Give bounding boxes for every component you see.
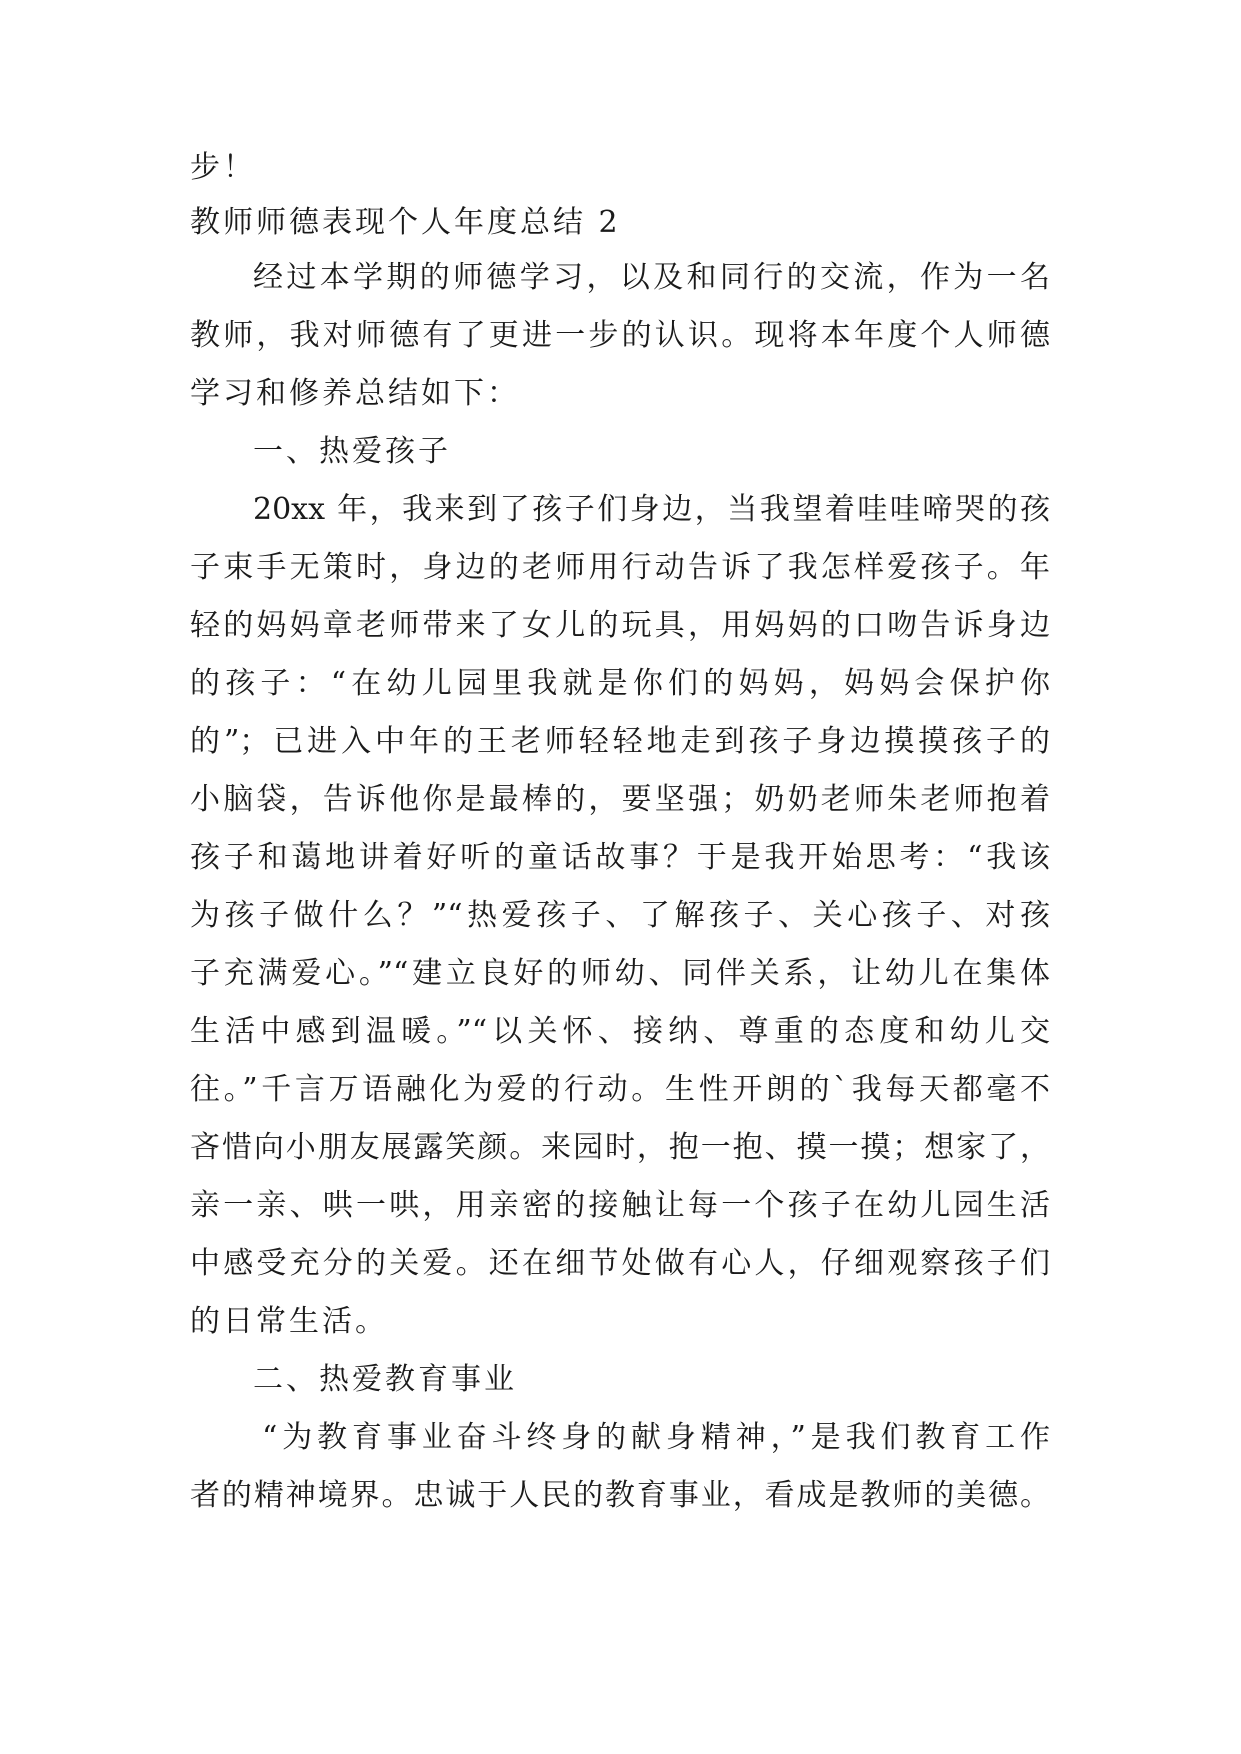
text-line: 往。”千言万语融化为爱的行动。生性开朗的`我每天都毫不 — [190, 1072, 1050, 1107]
text-line: 吝惜向小朋友展露笑颜。来园时，抱一抱、摸一摸；想家了， — [190, 1130, 1050, 1165]
section-title: 教师师德表现个人年度总结 2 — [190, 205, 621, 240]
text-line: 学习和修养总结如下： — [190, 376, 520, 411]
text-line: 步！ — [190, 150, 256, 185]
text-line: 轻的妈妈章老师带来了女儿的玩具，用妈妈的口吻告诉身边 — [190, 608, 1050, 643]
text-line: 的”；已进入中年的王老师轻轻地走到孩子身边摸摸孩子的 — [190, 724, 1050, 759]
text-line: 子束手无策时，身边的老师用行动告诉了我怎样爱孩子。年 — [190, 550, 1050, 585]
text-line: 20xx 年，我来到了孩子们身边，当我望着哇哇啼哭的孩 — [253, 492, 1050, 527]
text-line: 的孩子：“在幼儿园里我就是你们的妈妈，妈妈会保护你 — [190, 666, 1050, 701]
text-line: 生活中感到温暖。”“以关怀、接纳、尊重的态度和幼儿交 — [190, 1014, 1050, 1049]
text-line: 亲一亲、哄一哄，用亲密的接触让每一个孩子在幼儿园生活 — [190, 1188, 1050, 1223]
text-line: 孩子和蔼地讲着好听的童话故事？于是我开始思考：“我该 — [190, 840, 1050, 875]
text-line: 的日常生活。 — [190, 1304, 388, 1339]
text-line: 教师，我对师德有了更进一步的认识。现将本年度个人师德 — [190, 318, 1050, 353]
text-line: 为孩子做什么？”“热爱孩子、了解孩子、关心孩子、对孩 — [190, 898, 1050, 933]
text-line: 小脑袋，告诉他你是最棒的，要坚强；奶奶老师朱老师抱着 — [190, 782, 1050, 817]
subheading: 一、热爱孩子 — [253, 434, 451, 469]
text-line: 经过本学期的师德学习，以及和同行的交流，作为一名 — [253, 260, 1050, 295]
text-line: “为教育事业奋斗终身的献身精神，”是我们教育工作 — [262, 1420, 1050, 1455]
text-line: 子充满爱心。”“建立良好的师幼、同伴关系，让幼儿在集体 — [190, 956, 1050, 991]
text-line: 中感受充分的关爱。还在细节处做有心人，仔细观察孩子们 — [190, 1246, 1050, 1281]
subheading: 二、热爱教育事业 — [253, 1362, 517, 1397]
text-line: 者的精神境界。忠诚于人民的教育事业，看成是教师的美德。 — [190, 1478, 1050, 1513]
